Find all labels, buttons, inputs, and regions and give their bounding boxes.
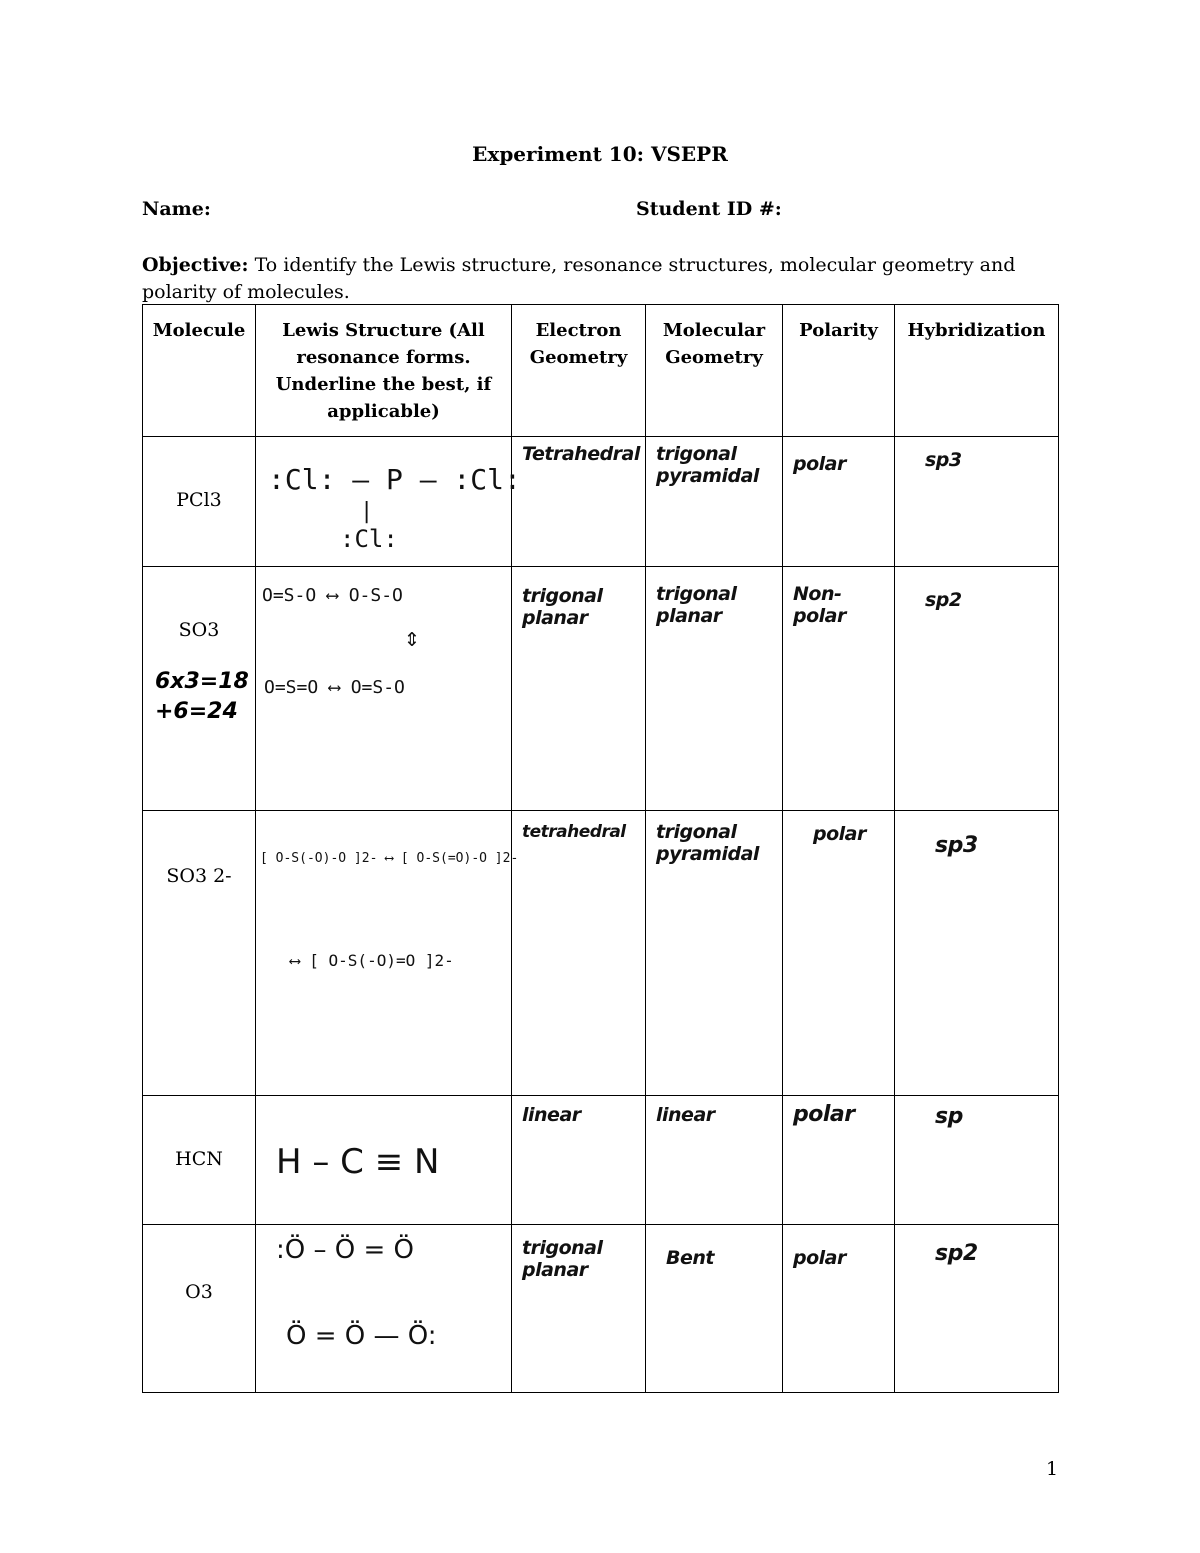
- hybridization-cell: [895, 567, 1059, 811]
- vsepr-table: [142, 304, 1059, 1393]
- lewis-line: |: [360, 499, 374, 524]
- molecule-name: PCl3: [176, 489, 222, 511]
- electron-geometry-value: trigonal planar: [522, 585, 603, 629]
- polarity-value: polar: [793, 453, 846, 475]
- header-molecule: Molecule: [143, 305, 256, 437]
- molecule-name: HCN: [175, 1148, 223, 1170]
- molecule-cell: [143, 1096, 256, 1225]
- lewis-structure-cell: [256, 437, 521, 567]
- lewis-line: [ O-S(-O)-O ]2- ⟷ [ O-S(=O)-O ]2-: [260, 851, 519, 866]
- lewis-line: Ö = Ö — Ö:: [286, 1321, 437, 1351]
- molecule-name: SO3 2-: [166, 865, 232, 887]
- molecular-geometry-value: linear: [656, 1104, 715, 1126]
- lewis-line: :Cl: — P — :Cl:: [268, 463, 521, 496]
- molecular-geometry-cell: [646, 1096, 783, 1225]
- table-row: [143, 811, 1059, 1096]
- name-label: Name:: [142, 198, 211, 220]
- objective-text: To identify the Lewis structure, resonance structures, molecular geometry and polarity of molecules.: [142, 254, 1016, 303]
- molecular-geometry-value: Bent: [666, 1247, 714, 1269]
- lewis-line: O=S=O ⟷ O=S-O: [264, 677, 405, 698]
- objective: [142, 252, 1022, 306]
- page-title: Experiment 10: VSEPR: [472, 142, 728, 166]
- molecular-geometry-cell: [646, 811, 783, 1096]
- electron-geometry-cell: [512, 1225, 646, 1393]
- molecular-geometry-cell: [646, 437, 783, 567]
- hybridization-cell: [895, 811, 1059, 1096]
- molecule-cell: [143, 567, 256, 811]
- lewis-structure-cell: [256, 811, 519, 1096]
- hybridization-value: sp3: [925, 449, 962, 471]
- polarity-value: Non-polar: [793, 583, 846, 627]
- molecule-name: SO3: [178, 619, 220, 641]
- molecular-geometry-cell: [646, 567, 783, 811]
- lewis-line: H – C ≡ N: [276, 1142, 440, 1182]
- lewis-structure-cell: [256, 1096, 512, 1225]
- lewis-line: :Ö – Ö = Ö: [276, 1235, 414, 1265]
- molecule-cell: [143, 1225, 256, 1393]
- objective-label: Objective:: [142, 254, 249, 276]
- page-number: 1: [1046, 1458, 1059, 1480]
- polarity-cell: [783, 1225, 895, 1393]
- header-molecular-geometry: Molecular Geometry: [646, 305, 783, 437]
- lewis-line: :Cl:: [340, 525, 398, 553]
- lewis-line: ⟷ [ O-S(-O)=O ]2-: [290, 951, 454, 970]
- molecular-geometry-value: trigonal planar: [656, 583, 737, 627]
- table-row: [143, 567, 1059, 811]
- electron-geometry-value: trigonal planar: [522, 1237, 603, 1281]
- electron-geometry-cell: [512, 567, 646, 811]
- hybridization-value: sp: [935, 1104, 963, 1129]
- molecule-name: O3: [185, 1281, 213, 1303]
- student-id-label: Student ID #:: [636, 198, 782, 220]
- table-header-row: [143, 305, 1059, 437]
- hybridization-cell: [895, 1225, 1059, 1393]
- molecule-cell: [143, 437, 256, 567]
- lewis-line: ⇕: [404, 623, 420, 653]
- hybridization-value: sp3: [935, 833, 978, 858]
- molecule-cell: [143, 811, 256, 1096]
- header-hybridization: Hybridization: [895, 305, 1059, 437]
- hybridization-cell: [895, 1096, 1059, 1225]
- electron-geometry-cell: [512, 1096, 646, 1225]
- hybridization-value: sp2: [935, 1241, 978, 1266]
- polarity-value: polar: [813, 823, 866, 845]
- polarity-cell: [783, 567, 895, 811]
- electron-geometry-value: linear: [522, 1104, 581, 1126]
- electron-geometry-cell: [512, 811, 646, 1096]
- table-row: [143, 1096, 1059, 1225]
- molecular-geometry-value: trigonal pyramidal: [656, 443, 759, 487]
- electron-geometry-value: Tetrahedral: [522, 443, 640, 465]
- lewis-structure-cell: [256, 1225, 512, 1393]
- table-row: [143, 437, 1059, 567]
- polarity-value: polar: [793, 1102, 855, 1127]
- electron-count-note: 6x3=18 +6=24: [155, 669, 249, 724]
- polarity-cell: [783, 437, 895, 567]
- polarity-cell: [783, 811, 895, 1096]
- polarity-value: polar: [793, 1247, 846, 1269]
- molecular-geometry-cell: [646, 1225, 783, 1393]
- header-lewis-structure: Lewis Structure (All resonance forms. Underline the best, if applicable): [256, 305, 512, 437]
- polarity-cell: [783, 1096, 895, 1225]
- header-electron-geometry: Electron Geometry: [512, 305, 646, 437]
- header-polarity: Polarity: [783, 305, 895, 437]
- electron-geometry-value: tetrahedral: [522, 822, 626, 842]
- lewis-line: O=S-O ⟷ O-S-O: [262, 585, 403, 606]
- table-row: [143, 1225, 1059, 1393]
- hybridization-cell: [895, 437, 1059, 567]
- lewis-structure-cell: [256, 567, 512, 811]
- electron-geometry-cell: [512, 437, 646, 567]
- molecular-geometry-value: trigonal pyramidal: [656, 821, 759, 865]
- hybridization-value: sp2: [925, 589, 962, 611]
